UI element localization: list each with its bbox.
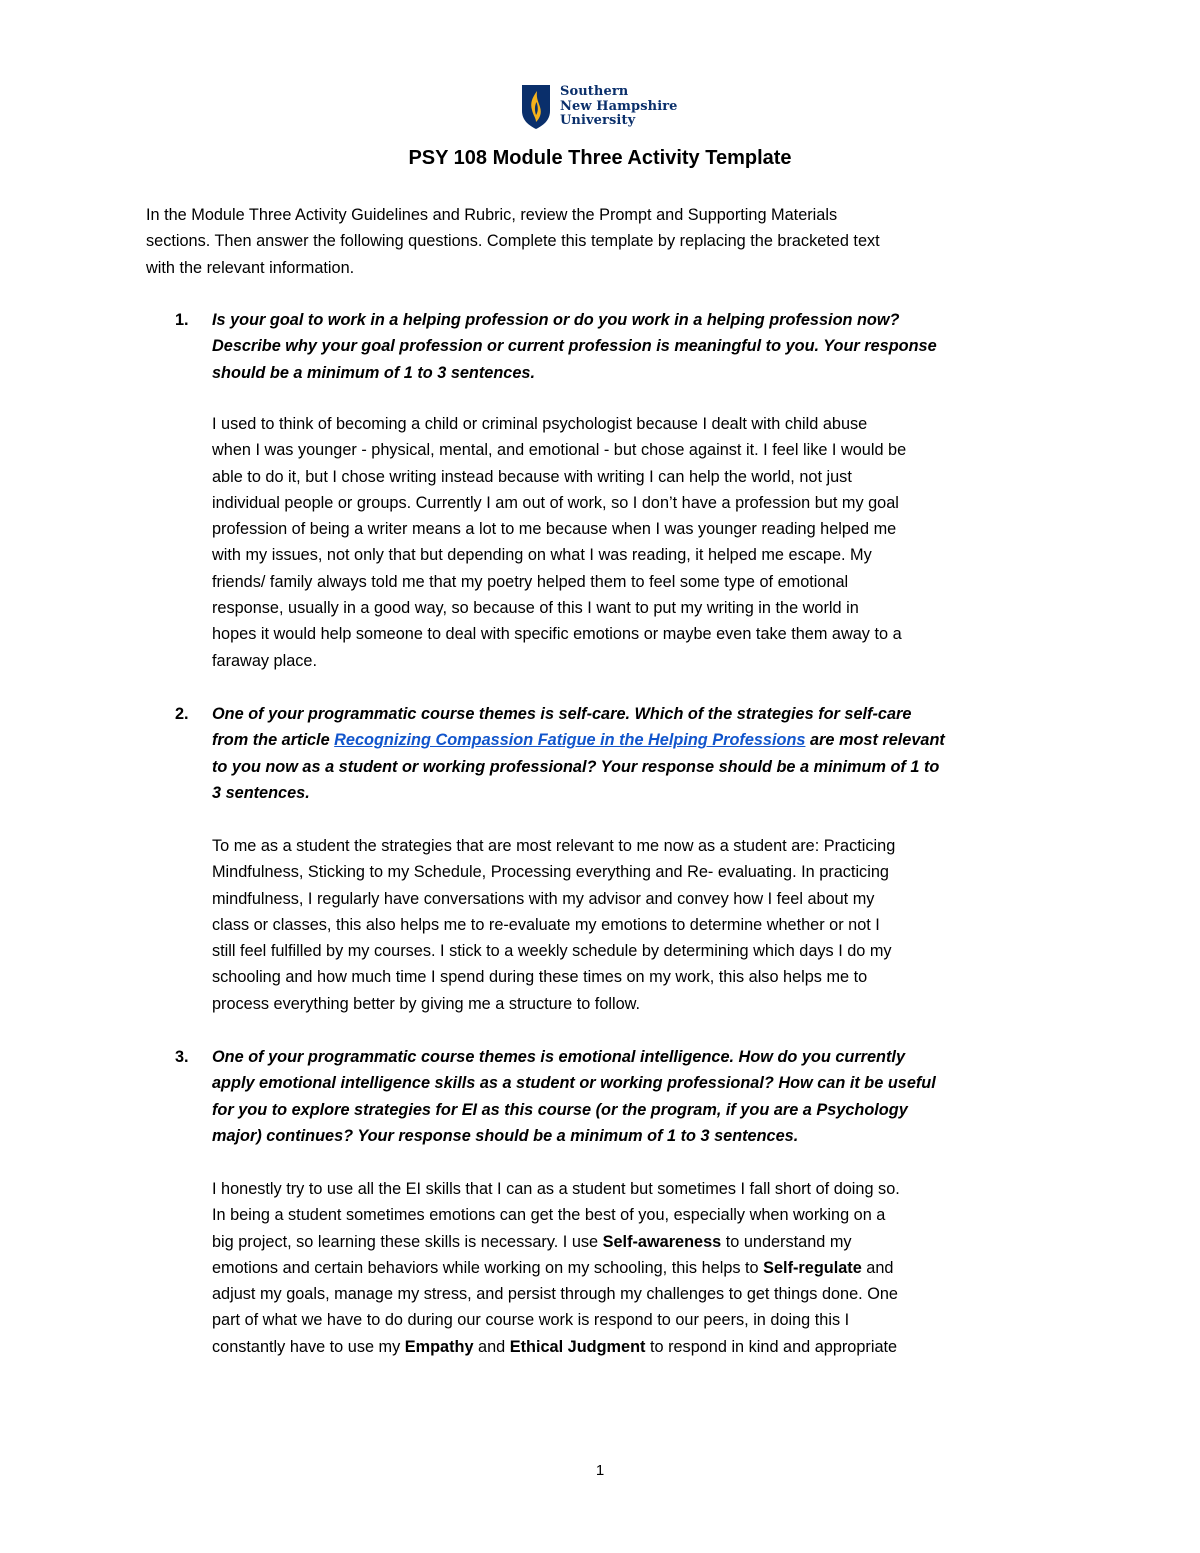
intro-paragraph	[146, 202, 880, 281]
answer-1	[212, 411, 906, 674]
logo-line-1: Southern	[560, 84, 629, 100]
answer-line: schooling and how much time I spend during these times on my work, this also helps me to	[212, 968, 868, 987]
question-2-text	[212, 701, 945, 806]
question-1-number: 1.	[175, 311, 189, 329]
answer-2	[212, 833, 895, 1017]
logo-line-2: New Hampshire	[560, 98, 678, 114]
answer-line: able to do it, but I chose writing instead because with writing I can help the world, not just	[212, 467, 852, 486]
answer-line: adjust my goals, manage my stress, and persist through my challenges to get things done. One	[212, 1285, 898, 1304]
intro-line: with the relevant information.	[146, 258, 355, 277]
answer-line: I honestly try to use all the EI skills that I can as a student but sometimes I fall short of doing so.	[212, 1180, 900, 1198]
answer-text: and	[861, 1258, 894, 1277]
answer-line: faraway place.	[212, 651, 317, 670]
answer-line: individual people or groups. Currently I am out of work, so I don’t have a profession but my goal	[212, 493, 899, 512]
question-line: One of your programmatic course themes is self-care. Which of the strategies for self-care	[212, 705, 912, 723]
intro-line: sections. Then answer the following questions. Complete this template by replacing the bracketed text	[146, 232, 880, 251]
answer-bold-term: Ethical Judgment	[509, 1337, 646, 1356]
article-link[interactable]: Recognizing Compassion Fatigue in the Helping Professions	[334, 731, 806, 750]
question-line: for you to explore strategies for EI as this course (or the program, if you are a Psychology	[212, 1100, 908, 1119]
answer-line: class or classes, this also helps me to re-evaluate my emotions to determine whether or not I	[212, 915, 880, 934]
answer-text: to understand my	[721, 1232, 852, 1251]
question-line: should be a minimum of 1 to 3 sentences.	[212, 363, 535, 382]
question-line: One of your programmatic course themes is emotional intelligence. How do you currently	[212, 1048, 906, 1066]
answer-line: I used to think of becoming a child or criminal psychologist because I dealt with child abuse	[212, 415, 868, 433]
shield-flame-icon	[521, 84, 551, 130]
answer-line	[212, 1229, 900, 1255]
answer-line: response, usually in a good way, so because of this I want to put my writing in the world in	[212, 599, 859, 618]
answer-line: Mindfulness, Sticking to my Schedule, Processing everything and Re- evaluating. In practicing	[212, 863, 889, 882]
answer-line: hopes it would help someone to deal with specific emotions or maybe even take them away to a	[212, 625, 902, 644]
answer-bold-term: Self-awareness	[602, 1232, 722, 1251]
document-title: PSY 108 Module Three Activity Template	[408, 147, 792, 169]
question-2-number: 2.	[175, 705, 189, 723]
page-number: 1	[595, 1462, 605, 1479]
answer-line: when I was younger - physical, mental, and emotional - but chose against it. I feel like I would be	[212, 441, 907, 460]
answer-line: process everything better by giving me a structure to follow.	[212, 994, 641, 1013]
question-line: apply emotional intelligence skills as a student or working professional? How can it be useful	[212, 1074, 936, 1093]
answer-line: profession of being a writer means a lot to me because when I was younger reading helped me	[212, 520, 897, 539]
question-line	[212, 727, 945, 753]
answer-line: In being a student sometimes emotions can get the best of you, especially when working on a	[212, 1206, 886, 1225]
question-line-part: from the article	[212, 731, 335, 750]
answer-bold-term: Empathy	[404, 1337, 474, 1356]
question-3-number: 3.	[175, 1048, 189, 1066]
question-line: major) continues? Your response should be a minimum of 1 to 3 sentences.	[212, 1126, 799, 1145]
question-line-part: are most relevant	[805, 731, 945, 750]
answer-text: to respond in kind and appropriate	[645, 1337, 898, 1356]
answer-line: friends/ family always told me that my poetry helped them to feel some type of emotional	[212, 572, 849, 591]
question-line: Is your goal to work in a helping profession or do you work in a helping profession now?	[212, 311, 900, 329]
question-1-text	[212, 307, 937, 386]
answer-3	[212, 1176, 900, 1360]
answer-line	[212, 1255, 900, 1281]
question-line: Describe why your goal profession or current profession is meaningful to you. Your response	[212, 337, 937, 356]
answer-text: constantly have to use my	[212, 1337, 405, 1356]
answer-text: emotions and certain behaviors while working on my schooling, this helps to	[212, 1258, 764, 1277]
answer-text: and	[473, 1337, 510, 1356]
question-line: to you now as a student or working professional? Your response should be a minimum of 1 to	[212, 757, 940, 776]
question-3-text	[212, 1044, 936, 1149]
answer-text: big project, so learning these skills is necessary. I use	[212, 1232, 603, 1251]
answer-bold-term: Self-regulate	[763, 1258, 862, 1277]
logo-line-3: University	[560, 113, 636, 129]
answer-line: To me as a student the strategies that are most relevant to me now as a student are: Practicing	[212, 837, 896, 855]
intro-line: In the Module Three Activity Guidelines and Rubric, review the Prompt and Supporting Materials	[146, 206, 838, 224]
answer-line: still feel fulfilled by my courses. I stick to a weekly schedule by determining which days I do my	[212, 942, 892, 961]
university-logo	[521, 84, 678, 130]
answer-line	[212, 1334, 900, 1360]
answer-line: part of what we have to do during our course work is respond to our peers, in doing this I	[212, 1311, 850, 1330]
question-line: 3 sentences.	[212, 783, 310, 802]
answer-line: mindfulness, I regularly have conversations with my advisor and convey how I feel about my	[212, 889, 875, 908]
answer-line: with my issues, not only that but depending on what I was reading, it helped me escape. My	[212, 546, 872, 565]
